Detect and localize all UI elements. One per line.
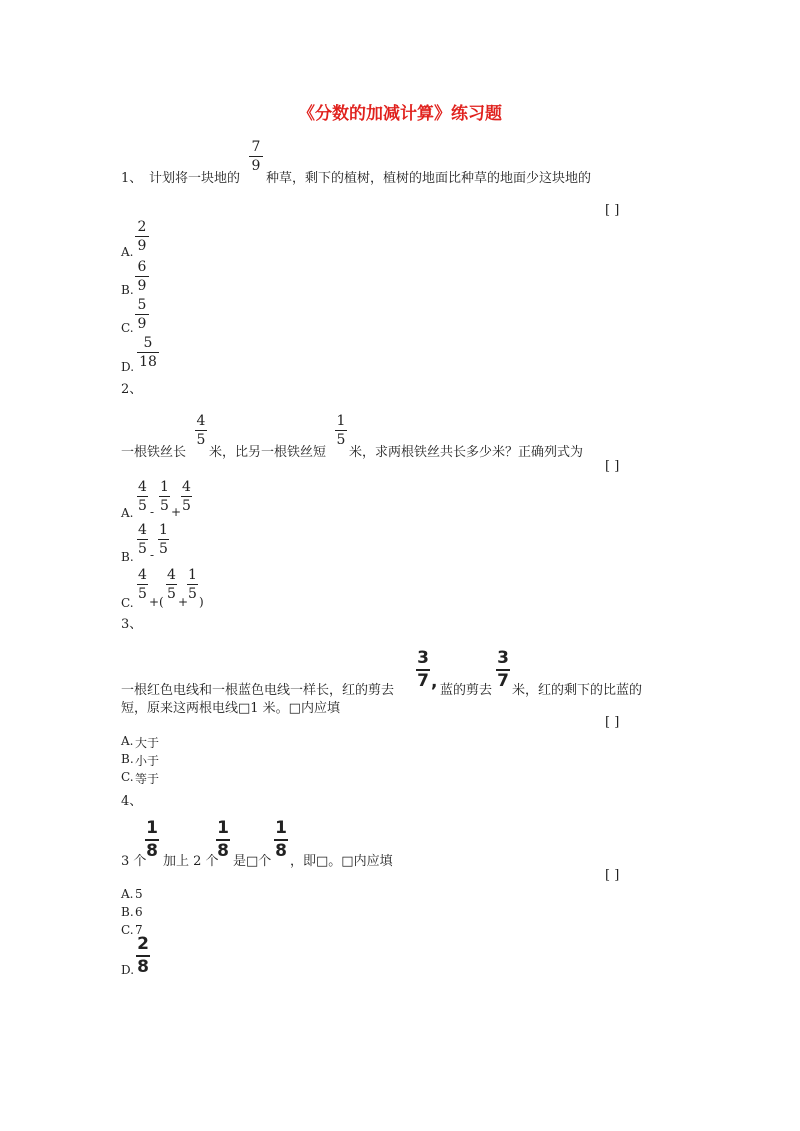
fraction-bar <box>195 430 207 431</box>
question-text: 米，比另一根铁丝短 <box>209 445 327 460</box>
page-title: 《分数的加减计算》练习题 <box>298 104 502 124</box>
question-text: 是□个 <box>233 854 272 869</box>
fraction <box>135 298 149 331</box>
denominator: 5 <box>138 498 147 514</box>
denominator: 5 <box>167 586 176 602</box>
fraction <box>181 480 192 513</box>
denominator: 8 <box>146 841 158 861</box>
numerator: 1 <box>146 818 158 838</box>
answer-bracket: [ ] <box>605 459 620 474</box>
numerator: 4 <box>182 479 191 495</box>
fraction <box>216 820 230 860</box>
fraction-bar <box>135 236 149 237</box>
option-label: C. <box>121 923 134 937</box>
denominator: 9 <box>137 238 147 254</box>
option-label: B. <box>121 283 134 297</box>
numerator: 3 <box>417 648 429 668</box>
denominator: 9 <box>137 278 147 294</box>
fraction <box>136 936 150 976</box>
fraction <box>158 523 169 556</box>
numerator: 4 <box>138 567 147 583</box>
fraction <box>135 220 149 253</box>
fraction-bar <box>159 496 170 497</box>
fraction <box>137 523 148 556</box>
fraction-bar <box>335 430 347 431</box>
operator: - <box>150 505 155 519</box>
question-text: 一根红色电线和一根蓝色电线一样长，红的剪去 <box>121 683 395 698</box>
numerator: 2 <box>137 934 149 954</box>
operator: + <box>178 595 189 609</box>
comma: , <box>431 672 438 692</box>
denominator: 5 <box>138 541 147 557</box>
answer-bracket: [ ] <box>605 203 620 218</box>
question-text: 短，原来这两根电线□1 米。□内应填 <box>121 701 340 716</box>
numerator: 4 <box>196 413 206 429</box>
numerator: 3 <box>497 648 509 668</box>
numerator: 1 <box>217 818 229 838</box>
operator: - <box>150 548 155 562</box>
option-text: 等于 <box>135 772 160 786</box>
fraction <box>496 650 510 690</box>
question-text: 加上 2 个 <box>163 854 219 869</box>
denominator: 8 <box>275 841 287 861</box>
question-text: 计划将一块地的 <box>149 171 241 186</box>
operator: ) <box>199 595 204 609</box>
numerator: 5 <box>143 335 153 351</box>
fraction <box>166 568 177 601</box>
operator: +( <box>149 595 164 609</box>
question-number: 3、 <box>121 617 143 632</box>
fraction <box>187 568 198 601</box>
denominator: 5 <box>138 586 147 602</box>
option-label: A. <box>121 245 134 259</box>
option-label: A. <box>121 887 134 901</box>
option-label: B. <box>121 550 134 564</box>
numerator: 4 <box>167 567 176 583</box>
numerator: 1 <box>188 567 197 583</box>
numerator: 1 <box>159 522 168 538</box>
denominator: 9 <box>137 316 147 332</box>
option-label: C. <box>121 596 134 610</box>
denominator: 8 <box>217 841 229 861</box>
fraction-bar <box>187 584 198 585</box>
fraction-bar <box>137 496 148 497</box>
numerator: 1 <box>336 413 346 429</box>
denominator: 7 <box>417 671 429 691</box>
denominator: 18 <box>139 354 157 370</box>
fraction <box>274 820 288 860</box>
denominator: 8 <box>137 957 149 977</box>
fraction <box>249 140 263 173</box>
fraction-bar <box>137 584 148 585</box>
option-text: 5 <box>135 887 143 901</box>
fraction <box>135 260 149 293</box>
option-label: B. <box>121 752 134 766</box>
option-text: 6 <box>135 905 143 919</box>
denominator: 9 <box>251 158 261 174</box>
question-text: 蓝的剪去 <box>440 683 493 698</box>
question-text: 米，求两根铁丝共长多少米？正确列式为 <box>349 445 584 460</box>
fraction-bar <box>249 156 263 157</box>
answer-bracket: [ ] <box>605 715 620 730</box>
numerator: 5 <box>137 297 147 313</box>
fraction-bar <box>135 314 149 315</box>
option-label: D. <box>121 963 135 977</box>
numerator: 1 <box>275 818 287 838</box>
option-label: B. <box>121 905 134 919</box>
fraction <box>137 336 159 369</box>
option-label: C. <box>121 770 134 784</box>
option-text: 大于 <box>135 736 160 750</box>
denominator: 5 <box>196 432 206 448</box>
fraction <box>195 414 207 447</box>
option-text: 7 <box>135 923 143 937</box>
option-label: D. <box>121 360 135 374</box>
fraction <box>145 820 159 860</box>
fraction <box>137 568 148 601</box>
denominator: 5 <box>188 586 197 602</box>
answer-bracket: [ ] <box>605 868 620 883</box>
question-text: 3 个 <box>121 854 147 869</box>
fraction <box>159 480 170 513</box>
numerator: 1 <box>160 479 169 495</box>
numerator: 7 <box>251 139 261 155</box>
fraction <box>416 650 430 690</box>
denominator: 5 <box>160 498 169 514</box>
question-text: 一根铁丝长 <box>121 445 187 460</box>
denominator: 5 <box>159 541 168 557</box>
numerator: 4 <box>138 479 147 495</box>
fraction-bar <box>137 539 148 540</box>
denominator: 5 <box>336 432 346 448</box>
fraction-bar <box>137 352 159 353</box>
numerator: 2 <box>137 219 147 235</box>
numerator: 6 <box>137 259 147 275</box>
question-text: 种草，剩下的植树，植树的地面比种草的地面少这块地的 <box>266 171 592 186</box>
fraction-bar <box>166 584 177 585</box>
question-number: 2、 <box>121 382 143 397</box>
operator: + <box>171 505 182 519</box>
denominator: 5 <box>182 498 191 514</box>
numerator: 4 <box>138 522 147 538</box>
fraction <box>335 414 347 447</box>
fraction-bar <box>181 496 192 497</box>
option-label: A. <box>121 734 134 748</box>
denominator: 7 <box>497 671 509 691</box>
question-number: 4、 <box>121 794 143 809</box>
fraction-bar <box>135 276 149 277</box>
option-label: C. <box>121 321 134 335</box>
option-text: 小于 <box>135 754 160 768</box>
fraction-bar <box>158 539 169 540</box>
question-number: 1、 <box>121 171 143 186</box>
question-text: ，即□。□内应填 <box>290 854 393 869</box>
question-text: 米，红的剩下的比蓝的 <box>512 683 643 698</box>
option-label: A. <box>121 506 134 520</box>
fraction <box>137 480 148 513</box>
